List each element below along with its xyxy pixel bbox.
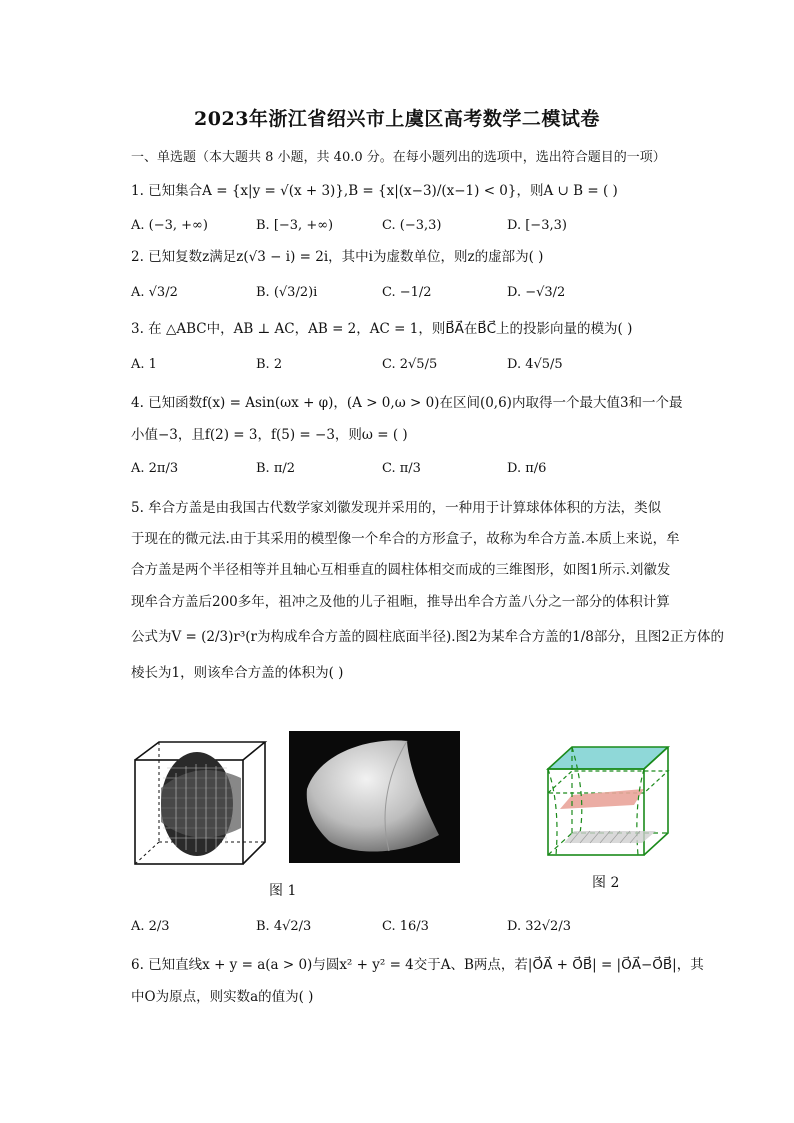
option-c: C. 2√5/5 [382, 357, 438, 372]
option-c: C. π/3 [382, 461, 421, 476]
question-4-line-1: 4. 已知函数f(x) = Asin(ωx + φ)，(A > 0,ω > 0)在区间(0,6)内取得一个最大值3和一个最 [131, 395, 683, 411]
option-a: A. √3/2 [131, 285, 178, 300]
question-6-line-1: 6. 已知直线x + y = a(a > 0)与圆x² + y² = 4交于A、B两点，若|O⃗A⃗ + O⃗B⃗| = |O⃗A⃗−O⃗B⃗|，其 [131, 957, 704, 973]
question-5-line-4: 现牟合方盖后200多年，祖冲之及他的儿子祖暅，推导出牟合方盖八分之一部分的体积计算 [131, 594, 670, 610]
question-5-line-6: 棱长为1，则该牟合方盖的体积为( ) [131, 665, 344, 681]
question-5-line-2: 于现在的微元法.由于其采用的模型像一个牟合的方形盒子，故称为牟合方盖.本质上来说，牟 [131, 531, 680, 547]
question-1-stem: 1. 已知集合A = {x|y = √(x + 3)},B = {x|(x−3)/(x−1) < 0}，则A ∪ B = ( ) [131, 183, 618, 199]
option-b: B. 2 [256, 357, 283, 372]
figure-2-caption: 图 2 [592, 875, 620, 891]
question-3-stem: 3. 在 △ABC中，AB ⊥ AC，AB = 2，AC = 1，则B⃗A⃗在B⃗C⃗上的投影向量的模为( ) [131, 321, 633, 337]
figure-2-cube [546, 745, 670, 857]
question-6-line-2: 中O为原点，则实数a的值为( ) [131, 989, 314, 1005]
option-c: C. 16/3 [382, 919, 429, 934]
section-heading: 一、单选题（本大题共 8 小题，共 40.0 分。在每小题列出的选项中，选出符合题目的一项） [131, 150, 666, 165]
option-c: C. (−3,3) [382, 218, 442, 233]
option-b: B. 4√2/3 [256, 919, 312, 934]
option-c: C. −1/2 [382, 285, 432, 300]
question-5-line-3: 合方盖是两个半径相等并且轴心互相垂直的圆柱体相交而成的三维图形，如图1所示.刘徽发 [131, 562, 671, 578]
figure-1-caption: 图 1 [269, 883, 297, 899]
question-5-line-1: 5. 牟合方盖是由我国古代数学家刘徽发现并采用的，一种用于计算球体体积的方法，类似 [131, 500, 662, 516]
question-5-line-5: 公式为V = (2/3)r³(r为构成牟合方盖的圆柱底面半径).图2为某牟合方盖的1/8部分，且图2正方体的 [131, 629, 724, 645]
option-a: A. 2/3 [131, 919, 170, 934]
option-b: B. [−3, +∞) [256, 218, 334, 233]
option-a: A. 2π/3 [131, 461, 179, 476]
option-b: B. (√3/2)i [256, 285, 318, 300]
question-2-stem: 2. 已知复数z满足z(√3 − i) = 2i，其中i为虚数单位，则z的虚部为( ) [131, 249, 544, 265]
option-b: B. π/2 [256, 461, 296, 476]
option-d: D. 32√2/3 [507, 919, 571, 934]
page-title: 2023年浙江省绍兴市上虞区高考数学二模试卷 [194, 108, 600, 130]
option-d: D. −√3/2 [507, 285, 566, 300]
figure-1-wireframe [131, 738, 271, 866]
option-a: A. (−3, +∞) [131, 218, 208, 233]
figure-1-solid-render [289, 731, 460, 863]
question-4-line-2: 小值−3，且f(2) = 3，f(5) = −3，则ω = ( ) [131, 427, 408, 443]
option-d: D. [−3,3) [507, 218, 567, 233]
option-d: D. π/6 [507, 461, 547, 476]
option-d: D. 4√5/5 [507, 357, 563, 372]
option-a: A. 1 [131, 357, 157, 372]
